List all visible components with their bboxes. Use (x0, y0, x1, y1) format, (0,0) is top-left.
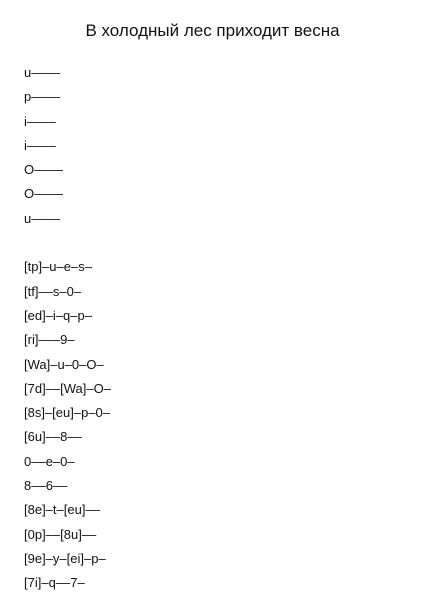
blank-line (24, 234, 111, 258)
tab-line: [ed]–i–q–p– (24, 307, 92, 323)
tab-line: p–––– (24, 89, 61, 105)
tab-line: [ri]–––9– (24, 332, 75, 348)
tab-line: O–––– (24, 162, 64, 178)
tab-line: i–––– (24, 113, 56, 129)
tab-line: u–––– (24, 210, 61, 226)
tab-line: [7d]––[Wa]–O– (24, 380, 111, 396)
tab-line: i–––– (24, 137, 56, 153)
tab-line: 0––e–0– (24, 453, 75, 469)
tab-line: [0p]––[8u]–– (24, 526, 97, 542)
tab-line: [Wa]–u–0–O– (24, 356, 104, 372)
tab-line: [6u]––8–– (24, 429, 82, 445)
tab-line: 8––6–– (24, 478, 68, 494)
tab-line: u–––– (24, 65, 61, 80)
tab-line: [tf]––s–0– (24, 283, 82, 299)
tab-lines (24, 64, 111, 599)
tab-line: [8e]–t–[eu]–– (24, 502, 100, 518)
page-title: В холодный лес приходит весна (85, 21, 340, 40)
tab-line: O–––– (24, 186, 64, 202)
tab-line: [8s]–[eu]–p–0– (24, 405, 111, 421)
tab-line: [tp]–u–e–s– (24, 259, 92, 275)
tab-line: [9e]–y–[ei]–p– (24, 550, 106, 566)
tab-line: [7i]–q––7– (24, 575, 85, 591)
